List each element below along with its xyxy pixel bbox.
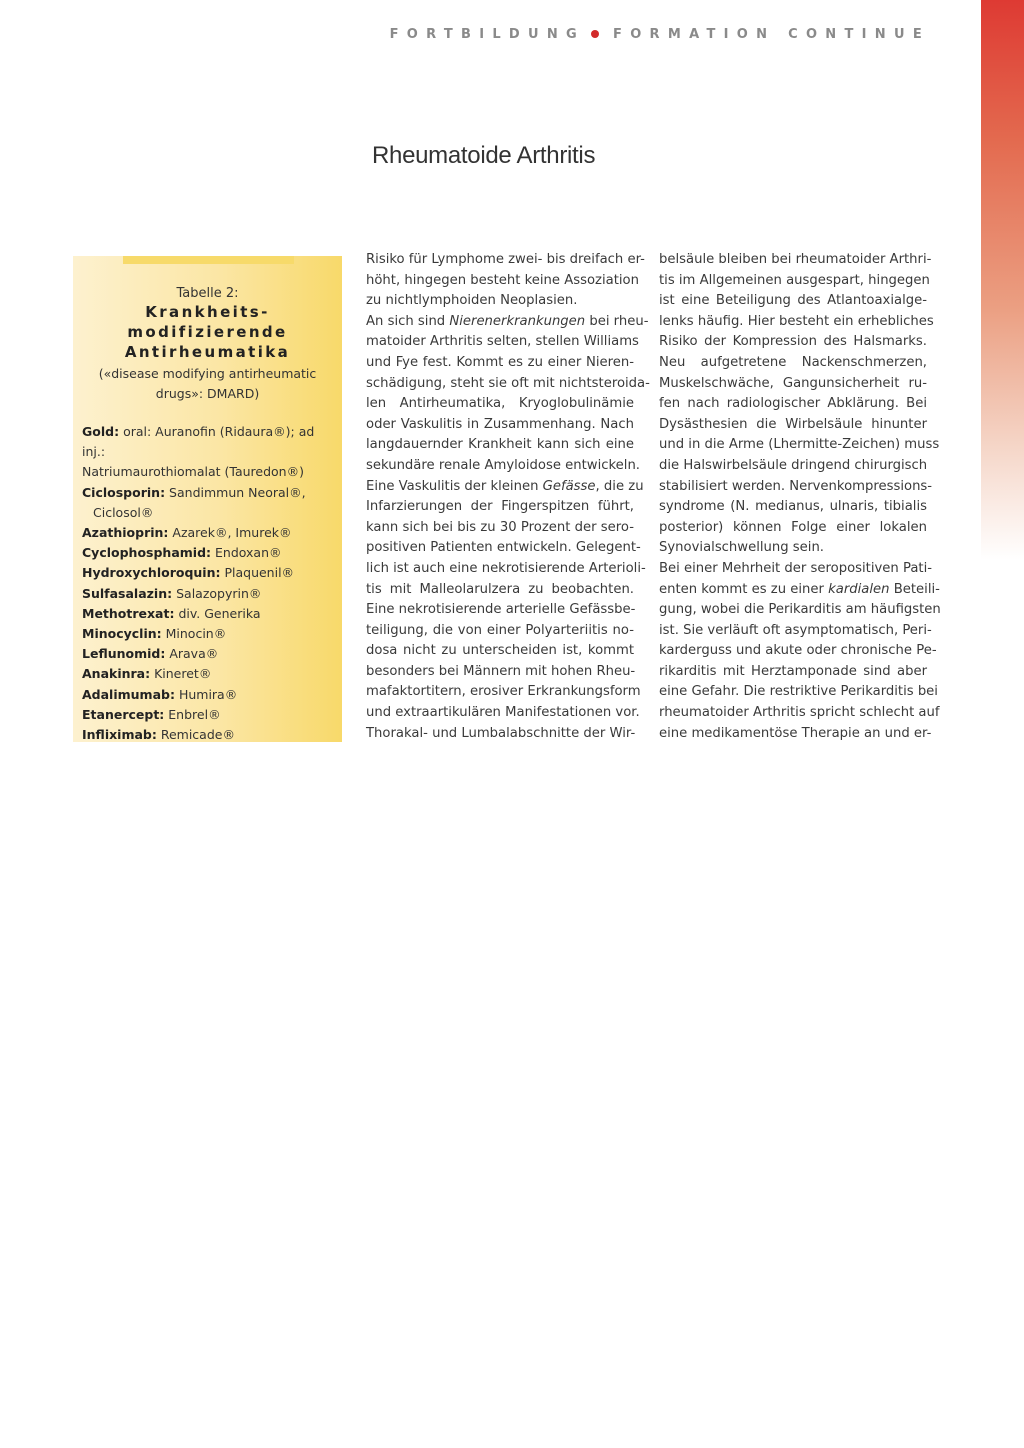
drug-products: Salazopyrin® [172,585,262,601]
table-heading-line: modifizierende [127,323,288,341]
drug-list-item [82,462,340,482]
drug-name: Minocyclin: [82,626,162,642]
text-line: lich ist auch eine nekrotisierende Arterioli- [366,560,646,576]
text-line: höht, hingegen besteht keine Assoziation [366,272,639,288]
drug-list-item [82,624,340,644]
text-line: Infarzierungen der Fingerspitzen führt, [366,499,634,515]
drug-products: Ciclosol® [93,504,154,520]
table-subtitle-line: drugs»: DMARD) [155,386,260,401]
text-line: Bei einer Mehrheit der seropositiven Pati- [659,560,933,576]
header-separator-dot [591,30,599,38]
text-line: ist eine Beteiligung des Atlantoaxialge- [659,293,927,309]
drug-name: Gold: [82,424,120,439]
drug-name: Sulfasalazin: [82,585,173,601]
drug-name: Ciclosporin: [82,484,166,500]
drug-list-item [82,685,340,705]
text-line: besonders bei Männern mit hohen Rheu- [366,663,636,679]
drug-list-item [82,422,340,462]
drug-name: Cyclophosphamid: [82,545,212,561]
text-run: enten kommt es zu einer [659,581,829,597]
text-line: teiligung, die von einer Polyarteriitis no- [366,622,634,638]
text-column-1 [366,250,650,744]
text-line: eine Gefahr. Die restriktive Perikarditis bei [659,684,938,700]
drug-list-item [82,523,340,543]
text-line: Dysästhesien die Wirbelsäule hinunter [659,416,927,432]
drug-list-item [82,604,340,624]
text-line: eine medikamentöse Therapie an und er- [659,725,932,741]
drug-list-item [82,483,340,503]
table-label: Tabelle 2: [176,286,239,301]
text-line: rheumatoider Arthritis spricht schlecht auf [659,705,940,721]
table-box [73,256,342,742]
drug-products: Remicade® [156,727,235,743]
drug-list-item [82,644,340,664]
text-line: Neu aufgetretene Nackenschmerzen, [659,354,927,370]
table-heading-line: Antirheumatika [124,343,291,361]
text-line: tis im Allgemeinen ausgespart, hingegen [659,272,930,288]
text-line: dosa nicht zu unterscheiden ist, kommt [366,643,634,659]
text-line: lenks häufig. Hier besteht ein erhebliches [659,313,934,329]
text-line: Risiko für Lymphome zwei- bis dreifach er- [366,252,645,267]
emphasis-term: kardialen [828,581,890,597]
drug-name: Anakinra: [82,666,151,682]
text-line: positiven Patienten entwickeln. Gelegent- [366,540,641,556]
text-line: stabilisiert werden. Nervenkompressions- [659,478,933,494]
drug-products: Humira® [174,686,238,702]
drug-products: Azarek®, Imurek® [168,525,292,541]
drug-list-item [82,543,340,563]
text-line: karderguss und akute oder chronische Pe- [659,643,937,659]
text-line: Muskelschwäche, Gangunsicherheit ru- [659,375,927,391]
text-line: syndrome (N. medianus, ulnaris, tibialis [659,499,927,515]
drug-products: Natriumaurothiomalat (Tauredon®) [82,464,304,480]
text-line [366,312,649,333]
text-line: oder Vaskulitis in Zusammenhang. Nach [366,416,634,432]
drug-products: oral: Auranofin (Ridaura®); ad inj.: [82,424,315,460]
drug-list-item [82,584,340,604]
drug-list-item [82,503,340,523]
drug-products: div. Generika [174,605,261,621]
text-line: Eine nekrotisierende arterielle Gefässbe- [366,602,636,618]
drug-name: Adalimumab: [82,686,175,702]
drug-list-item [82,705,340,725]
text-line: und Fye fest. Kommt es zu einer Nieren- [366,354,634,370]
text-line: rikarditis mit Herztamponade sind aber [659,663,927,679]
emphasis-term: Nierenerkrankungen [449,313,586,329]
drug-list-item [82,664,340,684]
text-line: ist. Sie verläuft oft asymptomatisch, Peri- [659,622,932,638]
drug-name: Hydroxychloroquin: [82,565,221,581]
text-line: fen nach radiologischer Abklärung. Bei [659,396,927,412]
drug-name: Azathioprin: [82,525,169,541]
text-run: Eine Vaskulitis der kleinen [366,478,543,494]
table-subtitle-line: («disease modifying antirheumatic [98,366,317,381]
drug-products: Minocin® [161,626,227,642]
text-line: langdauernder Krankheit kann sich eine [366,437,634,453]
drug-products: Arava® [165,646,219,662]
text-line: kann sich bei bis zu 30 Prozent der sero- [366,519,634,535]
table-heading-line: Krankheits- [145,303,270,321]
text-line: und in die Arme (Lhermitte-Zeichen) muss [659,437,940,453]
text-line: gung, wobei die Perikarditis am häufigsten [659,602,941,618]
text-column-2 [659,250,941,744]
text-line: belsäule bleiben bei rheumatoider Arthri- [659,252,932,267]
text-run: , die zu [595,478,644,494]
text-line: len Antirheumatika, Kryoglobulinämie [366,396,634,412]
text-line: Thorakal- und Lumbalabschnitte der Wir- [366,725,636,741]
drug-name: Infliximab: [82,727,157,743]
text-line: Risiko der Kompression des Halsmarks. [659,334,927,350]
text-run: Beteili- [889,581,940,597]
text-line: und extraartikulären Manifestationen vor. [366,705,640,721]
drug-list [82,422,340,745]
decorative-gradient-bar [981,0,1024,560]
text-line: posterior) können Folge einer lokalen [659,519,927,535]
drug-products: Plaquenil® [220,565,295,581]
table-caption [73,286,342,404]
text-line: Synovialschwellung sein. [659,540,824,556]
drug-list-item [82,725,340,745]
text-line [366,477,644,498]
drug-name: Methotrexat: [82,605,175,621]
drug-products: Kineret® [150,666,212,682]
text-line: matoider Arthritis selten, stellen Williams [366,334,639,350]
text-run: An sich sind [366,313,450,329]
text-run: bei rheu- [585,313,649,329]
text-line [659,580,940,601]
drug-products: Enbrel® [164,706,221,722]
drug-products: Sandimmun Neoral®, [165,484,306,500]
header-section-fr: FORMATION CONTINUE [613,27,930,42]
table-box-accent [123,256,294,264]
drug-name: Etanercept: [82,706,165,722]
text-line: tis mit Malleolarulzera zu beobachten. [366,581,634,597]
emphasis-term: Gefässe [542,478,596,494]
article-title: Rheumatoide Arthritis [372,142,596,169]
drug-products: Endoxan® [211,545,282,561]
running-header [390,27,930,42]
drug-name: Leflunomid: [82,646,166,662]
text-line: mafaktortitern, erosiver Erkrankungsform [366,684,641,700]
text-line: sekundäre renale Amyloidose entwickeln. [366,457,640,473]
drug-list-item [82,563,340,583]
text-line: zu nichtlymphoiden Neoplasien. [366,293,578,309]
text-line: schädigung, steht sie oft mit nichtsteroida- [366,375,650,391]
header-section-de: FORTBILDUNG [389,27,586,42]
text-line: die Halswirbelsäule dringend chirurgisch [659,457,928,473]
